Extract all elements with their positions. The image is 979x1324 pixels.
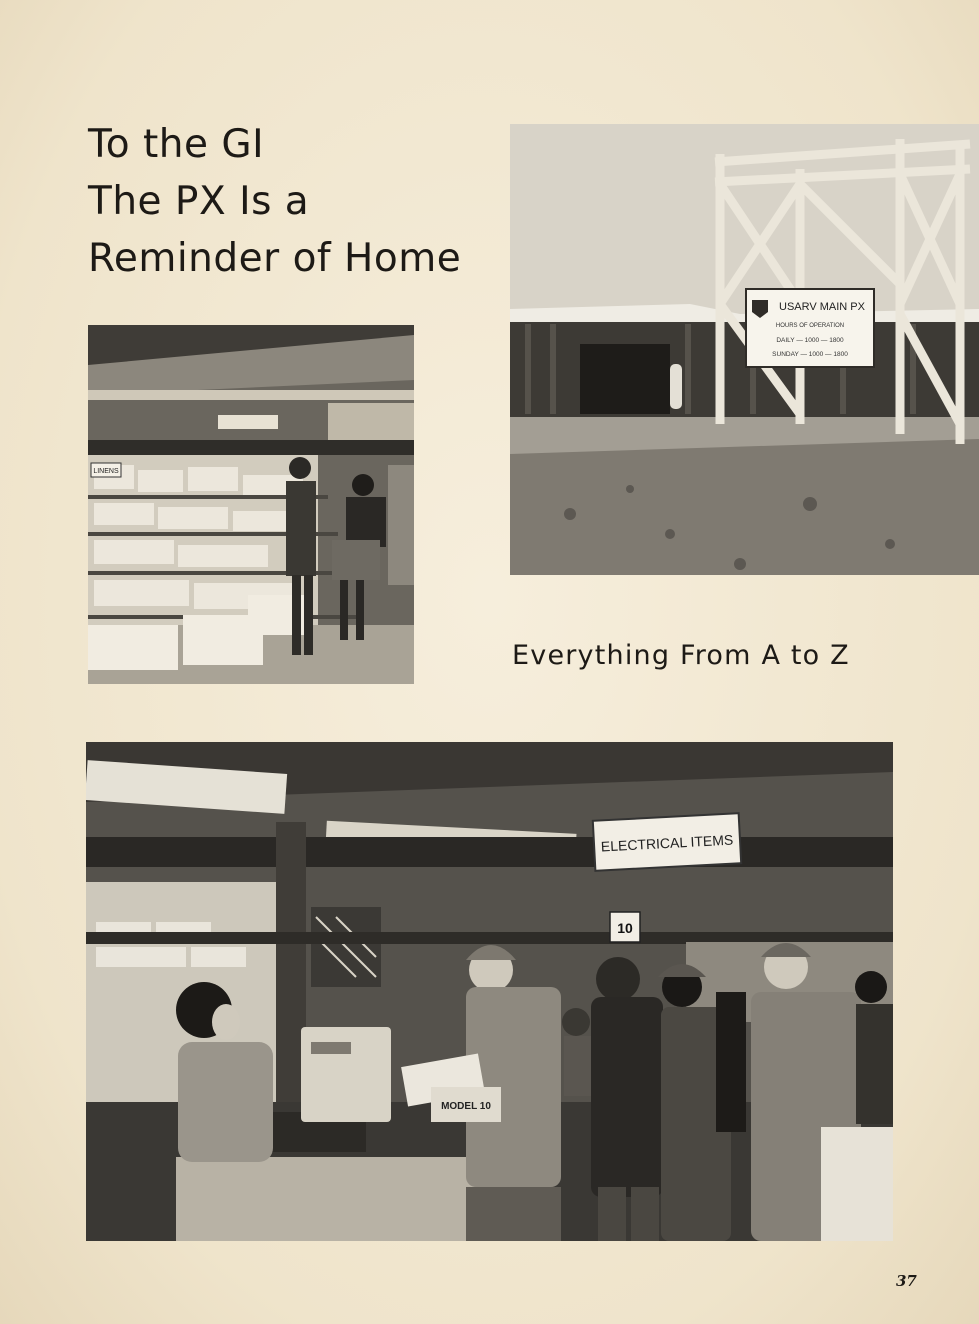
photo-px-exterior [510,124,979,575]
svg-text:SUNDAY — 1000 — 1800: SUNDAY — 1000 — 1800 [772,351,848,358]
soldier-dark-shirt [591,997,663,1197]
px-shelves-illustration [88,325,414,684]
photo-caption: Everything From A to Z [512,640,850,671]
svg-text:DAILY — 1000 — 1800: DAILY — 1000 — 1800 [776,337,844,344]
svg-text:10: 10 [617,920,633,936]
px-exterior-illustration [510,124,979,575]
soldier-head [289,457,311,479]
svg-text:ELECTRICAL ITEMS: ELECTRICAL ITEMS [600,831,734,855]
page-headline [88,116,461,287]
svg-text:HOURS OF OPERATION: HOURS OF OPERATION [775,323,845,329]
page-number: 37 [896,1272,917,1290]
headline-line-3: Reminder of Home [88,236,462,281]
svg-text:LINENS: LINENS [93,468,119,475]
photo-px-checkout [86,742,893,1241]
headline-line-2: The PX Is a [88,179,310,224]
soldier-body [286,481,316,576]
photo-px-shelves [88,325,414,684]
headline-line-1: To the GI [88,122,265,167]
soldier-head [596,957,640,1001]
checkout-counter [176,1157,476,1241]
svg-text:MODEL 10: MODEL 10 [441,1101,491,1112]
cashier [178,1042,273,1162]
cash-register [301,1027,391,1122]
px-checkout-illustration [86,742,893,1241]
svg-text:USARV MAIN PX: USARV MAIN PX [779,301,865,313]
rifle [716,992,746,1132]
